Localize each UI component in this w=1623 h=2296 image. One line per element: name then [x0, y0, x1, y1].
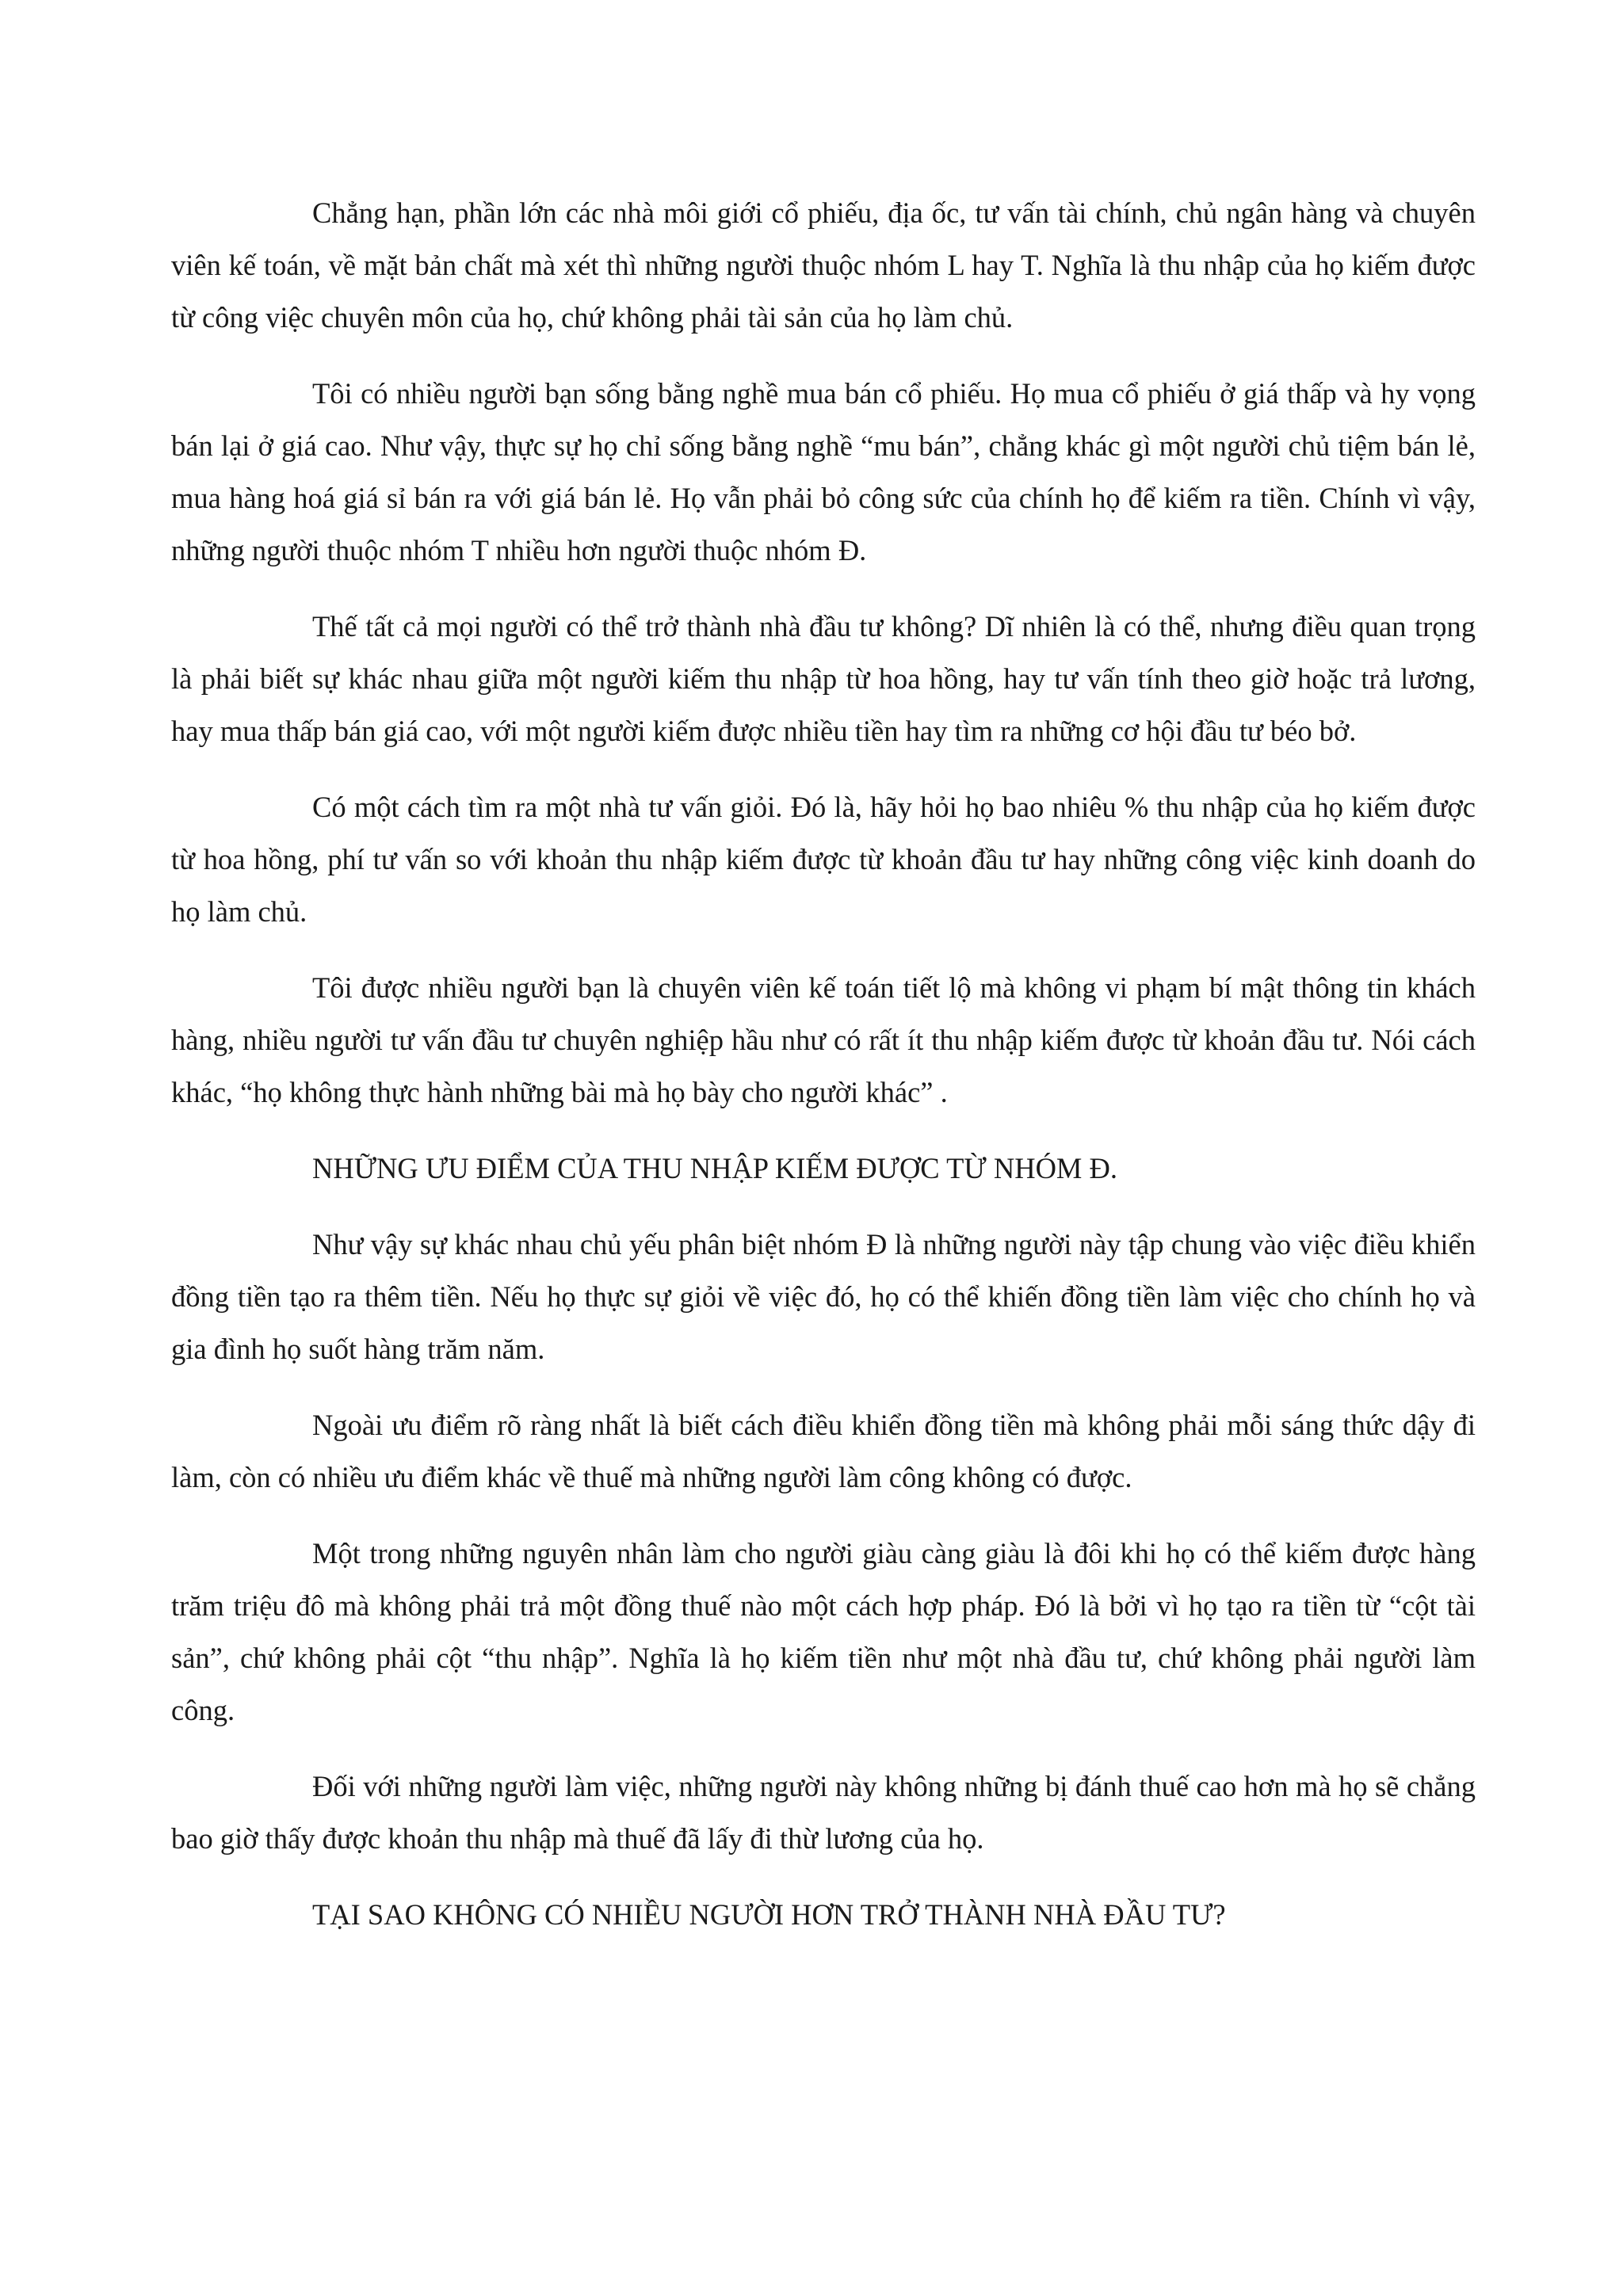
section-heading-advantages: NHỮNG ƯU ĐIỂM CỦA THU NHẬP KIẾM ĐƯỢC TỪ NHÓM Đ.	[312, 1152, 1117, 1184]
paragraph-2: Tôi có nhiều người bạn sống bằng nghề mua bán cổ phiếu. Họ mua cổ phiếu ở giá thấp và hy vọng bán lại ở giá cao. Như vậy, thực sự họ chỉ sống bằng nghề “mu bán”, chẳng khác gì một người chủ tiệm bán lẻ, mua hàng hoá giá sỉ bán ra với giá bán lẻ. Họ vẫn phải bỏ công sức của chính họ để kiếm ra tiền. Chính vì vậy, những người thuộc nhóm T nhiều hơn người thuộc nhóm Đ.	[171, 377, 1476, 566]
paragraph-4: Có một cách tìm ra một nhà tư vấn giỏi. Đó là, hãy hỏi họ bao nhiêu % thu nhập của họ kiếm được từ hoa hồng, phí tư vấn so với khoản thu nhập kiếm được từ khoản đầu tư hay những công việc kinh doanh do họ làm chủ.	[171, 791, 1476, 928]
paragraph-5: Tôi được nhiều người bạn là chuyên viên kế toán tiết lộ mà không vi phạm bí mật thông tin khách hàng, nhiều người tư vấn đầu tư chuyên nghiệp hầu như có rất ít thu nhập kiếm được từ khoản đầu tư. Nói cách khác, “họ không thực hành những bài mà họ bày cho người khác” .	[171, 971, 1476, 1108]
section-heading-why-not-investors: TẠI SAO KHÔNG CÓ NHIỀU NGƯỜI HƠN TRỞ THÀNH NHÀ ĐẦU TƯ?	[312, 1898, 1226, 1931]
paragraph-6: Như vậy sự khác nhau chủ yếu phân biệt nhóm Đ là những người này tập chung vào việc điều khiển đồng tiền tạo ra thêm tiền. Nếu họ thực sự giỏi về việc đó, họ có thể khiến đồng tiền làm việc cho chính họ và gia đình họ suốt hàng trăm năm.	[171, 1228, 1476, 1365]
paragraph-1: Chẳng hạn, phần lớn các nhà môi giới cổ phiếu, địa ốc, tư vấn tài chính, chủ ngân hàng và chuyên viên kế toán, về mặt bản chất mà xét thì những người thuộc nhóm L hay T. Nghĩa là thu nhập của họ kiếm được từ công việc chuyên môn của họ, chứ không phải tài sản của họ làm chủ.	[171, 196, 1476, 334]
paragraph-7: Ngoài ưu điểm rõ ràng nhất là biết cách điều khiển đồng tiền mà không phải mỗi sáng thức dậy đi làm, còn có nhiều ưu điểm khác về thuế mà những người làm công không có được.	[171, 1409, 1476, 1493]
paragraph-9: Đối với những người làm việc, những người này không những bị đánh thuế cao hơn mà họ sẽ chẳng bao giờ thấy được khoản thu nhập mà thuế đã lấy đi thừ lương của họ.	[171, 1770, 1476, 1855]
paragraph-3: Thế tất cả mọi người có thể trở thành nhà đầu tư không? Dĩ nhiên là có thể, nhưng điều quan trọng là phải biết sự khác nhau giữa một người kiếm thu nhập từ hoa hồng, hay tư vấn tính theo giờ hoặc trả lương, hay mua thấp bán giá cao, với một người kiếm được nhiều tiền hay tìm ra những cơ hội đầu tư béo bở.	[171, 610, 1476, 747]
paragraph-8: Một trong những nguyên nhân làm cho người giàu càng giàu là đôi khi họ có thể kiếm được hàng trăm triệu đô mà không phải trả một đồng thuế nào một cách hợp pháp. Đó là bởi vì họ tạo ra tiền từ “cột tài sản”, chứ không phải cột “thu nhập”. Nghĩa là họ kiếm tiền như một nhà đầu tư, chứ không phải người làm công.	[171, 1537, 1476, 1726]
document-body	[171, 187, 1476, 1965]
